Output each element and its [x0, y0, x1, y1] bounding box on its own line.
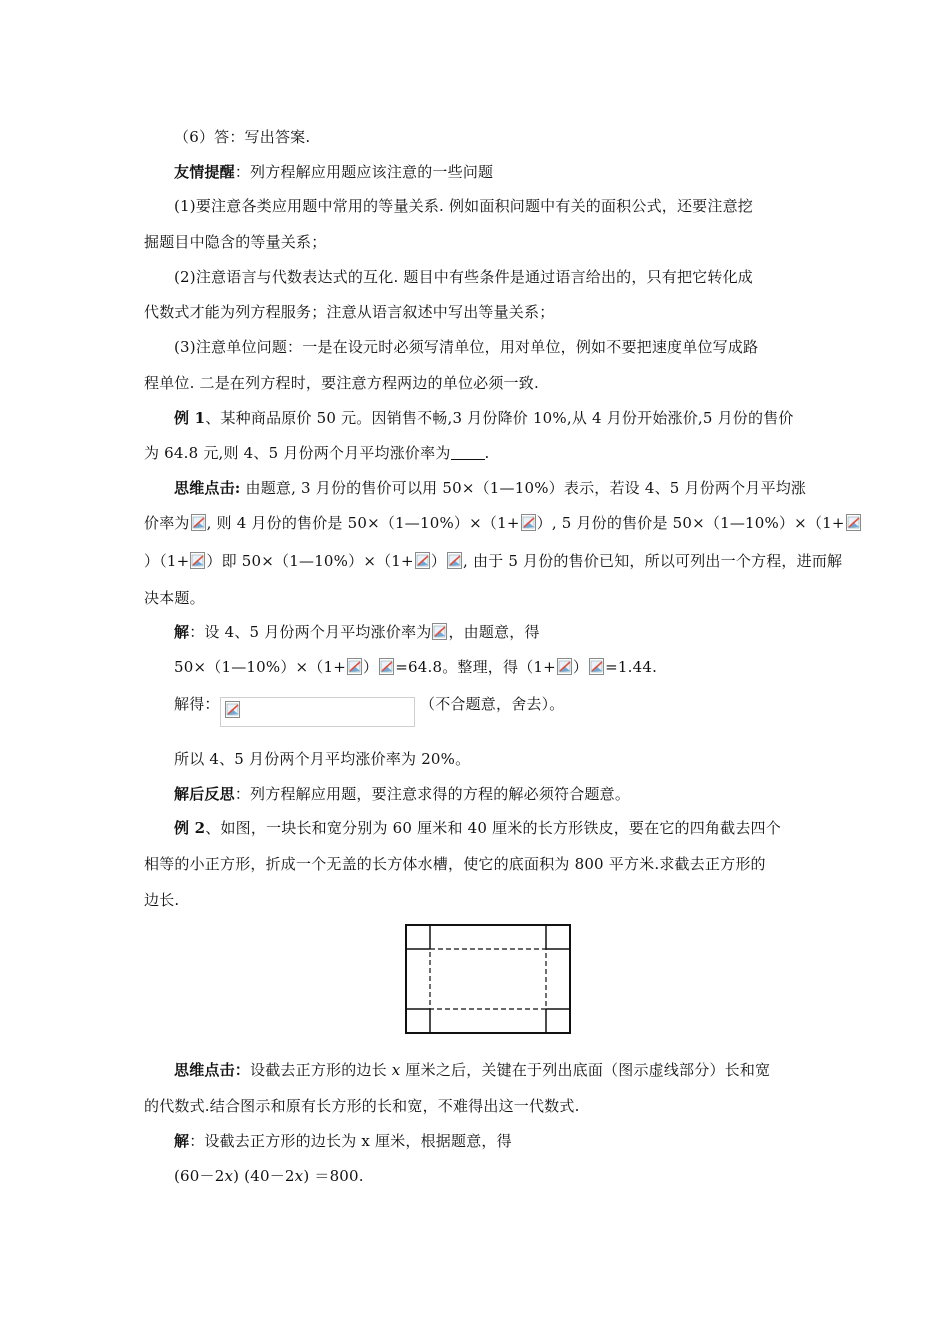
reflection-text: ：列方程解应用题，要注意求得的方程的解必须符合题意。	[234, 785, 631, 803]
eq-variable-x-2: x	[294, 1167, 304, 1185]
tip-1-text-b: 掘题目中隐含的等量关系；	[144, 233, 327, 251]
tips-heading: 友情提醒	[174, 163, 235, 181]
example-1-text-b: 为 64.8 元,则 4、5 月份两个月平均涨价率为	[144, 444, 451, 462]
equation-part-e: =1.44.	[605, 658, 658, 676]
tip-2-line-2	[144, 301, 554, 323]
tip-3-line-1	[174, 336, 758, 358]
example-2-solution-line-1	[174, 1130, 512, 1152]
variable-x: x	[391, 1061, 401, 1079]
broken-image-icon	[846, 514, 861, 531]
broken-image-icon	[191, 514, 206, 531]
example-1-line-1	[174, 407, 794, 429]
example-2-hint-text-1b: 厘米之后，关键在于列出底面（图示虚线部分）长和宽	[400, 1061, 771, 1079]
broken-image-icon	[225, 701, 240, 718]
step-6-text: （6）答：写出答案.	[174, 128, 311, 146]
example-1-solved-label	[174, 693, 220, 715]
solved-note-text: （不合题意，舍去）。	[420, 695, 565, 713]
hint-text-2a: 价率为	[144, 514, 190, 532]
example-2-hint-line-2	[144, 1095, 580, 1117]
sheet-diagram	[402, 922, 574, 1042]
answer-text: 所以 4、5 月份两个月平均涨价率为 20%。	[174, 750, 471, 768]
example-1-answer	[174, 748, 470, 770]
example-2-label: 例 2	[174, 819, 206, 837]
example-2-line-2	[144, 853, 766, 875]
example-1-hint-line-2	[144, 512, 862, 534]
example-1-equation	[174, 656, 657, 678]
example-1-solution-line-1	[174, 621, 540, 643]
hint-text-2c: ）, 5 月份的售价是 50×（1—10%）×（1+	[536, 514, 845, 532]
broken-image-icon	[415, 552, 430, 569]
example-1-hint-line-4	[144, 587, 205, 609]
broken-image-icon	[190, 552, 205, 569]
step-6	[174, 126, 310, 148]
tip-1-line-1	[174, 195, 753, 217]
solved-label-text: 解得：	[174, 695, 220, 713]
eq-part-1: (60－2	[174, 1167, 225, 1185]
example-2-text-a: 、如图，一块长和宽分别为 60 厘米和 40 厘米的长方形铁皮，要在它的四角截去四个	[205, 819, 781, 837]
tip-3-line-2	[144, 372, 539, 394]
solution-label: 解	[174, 623, 190, 641]
tip-3-text-a: (3)注意单位问题：一是在设元时必须写清单位，用对单位，例如不要把速度单位写成路	[174, 338, 759, 356]
tip-1-text-a: (1)要注意各类应用题中常用的等量关系. 例如面积问题中有关的面积公式，还要注意挖	[174, 197, 753, 215]
example-1-text-a: 、某种商品原价 50 元。因销售不畅,3 月份降价 10%,从 4 月份开始涨价,5 月份的售价	[205, 409, 794, 427]
example-2-hint-text-1a: 设截去正方形的边长	[250, 1061, 392, 1079]
solution-text-1b: ，由题意，得	[448, 623, 540, 641]
answer-blank	[451, 445, 485, 460]
broken-image-icon	[557, 658, 572, 675]
example-1-text-end: .	[484, 444, 490, 462]
broken-image-icon	[521, 514, 536, 531]
tip-2-line-1	[174, 266, 753, 288]
solution-image-placeholder	[220, 697, 415, 727]
reflection-label: 解后反思	[174, 785, 235, 803]
example-1-label: 例 1	[174, 409, 206, 427]
example-2-text-b: 相等的小正方形，折成一个无盖的长方体水槽，使它的底面积为 800 平方米.求截去正方形的	[144, 855, 766, 873]
example-2-line-3	[144, 889, 179, 911]
example-1-reflection	[174, 783, 630, 805]
example-2-text-c: 边长.	[144, 891, 180, 909]
example-2-hint-line-1	[174, 1059, 770, 1081]
tip-3-text-b: 程单位. 二是在列方程时，要注意方程两边的单位必须一致.	[144, 374, 539, 392]
hint-text-2b: , 则 4 月份的售价是 50×（1—10%）×（1+	[206, 514, 520, 532]
hint-text-3c: ）	[430, 552, 447, 570]
example-2-line-1	[174, 817, 781, 839]
equation-part-b: ）	[363, 658, 379, 676]
broken-image-icon	[347, 658, 362, 675]
hint-text-3a: ）（1+	[144, 552, 190, 570]
tip-2-text-a: (2)注意语言与代数表达式的互化. 题目中有些条件是通过语言给出的，只有把它转化成	[174, 268, 753, 286]
hint-text-4: 决本题。	[144, 589, 205, 607]
example-2-solution-label: 解	[174, 1132, 190, 1150]
broken-image-icon	[432, 623, 447, 640]
example-1-hint-text-1: 由题意, 3 月份的售价可以用 50×（1—10%）表示，若设 4、5 月份两个月平均涨	[240, 479, 807, 497]
example-1-solved-note	[420, 693, 565, 715]
example-2-equation	[174, 1165, 364, 1187]
example-1-hint-label: 思维点击:	[174, 479, 241, 497]
tips-heading-line	[174, 161, 493, 183]
eq-variable-x-1: x	[224, 1167, 234, 1185]
broken-image-icon	[379, 658, 394, 675]
hint-text-3b: ）即 50×（1—10%）×（1+	[206, 552, 414, 570]
example-1-hint-line-3	[144, 550, 842, 572]
hint-text-3d: , 由于 5 月份的售价已知，所以可列出一个方程，进而解	[463, 552, 843, 570]
tip-1-line-2	[144, 231, 326, 253]
example-1-hint-line-1	[174, 477, 806, 499]
example-2-hint-text-2: 的代数式.结合图示和原有长方形的长和宽，不难得出这一代数式.	[144, 1097, 580, 1115]
equation-part-d: ）	[572, 658, 589, 676]
example-2-hint-label: 思维点击：	[174, 1061, 251, 1079]
equation-part-c: =64.8。整理，得（1+	[395, 658, 556, 676]
sheet-diagram-svg	[402, 922, 574, 1038]
eq-part-2: ) (40－2	[233, 1167, 295, 1185]
eq-part-3: ) ＝800.	[303, 1167, 364, 1185]
tip-2-text-b: 代数式才能为列方程服务；注意从语言叙述中写出等量关系；	[144, 303, 555, 321]
example-2-solution-text: ：设截去正方形的边长为 x 厘米，根据题意，得	[189, 1132, 512, 1150]
broken-image-icon	[589, 658, 604, 675]
example-1-line-2	[144, 442, 490, 464]
tips-intro: ：列方程解应用题应该注意的一些问题	[234, 163, 494, 181]
equation-part-a: 50×（1—10%）×（1+	[174, 658, 347, 676]
solution-text-1a: ：设 4、5 月份两个月平均涨价率为	[189, 623, 432, 641]
broken-image-icon	[447, 552, 462, 569]
